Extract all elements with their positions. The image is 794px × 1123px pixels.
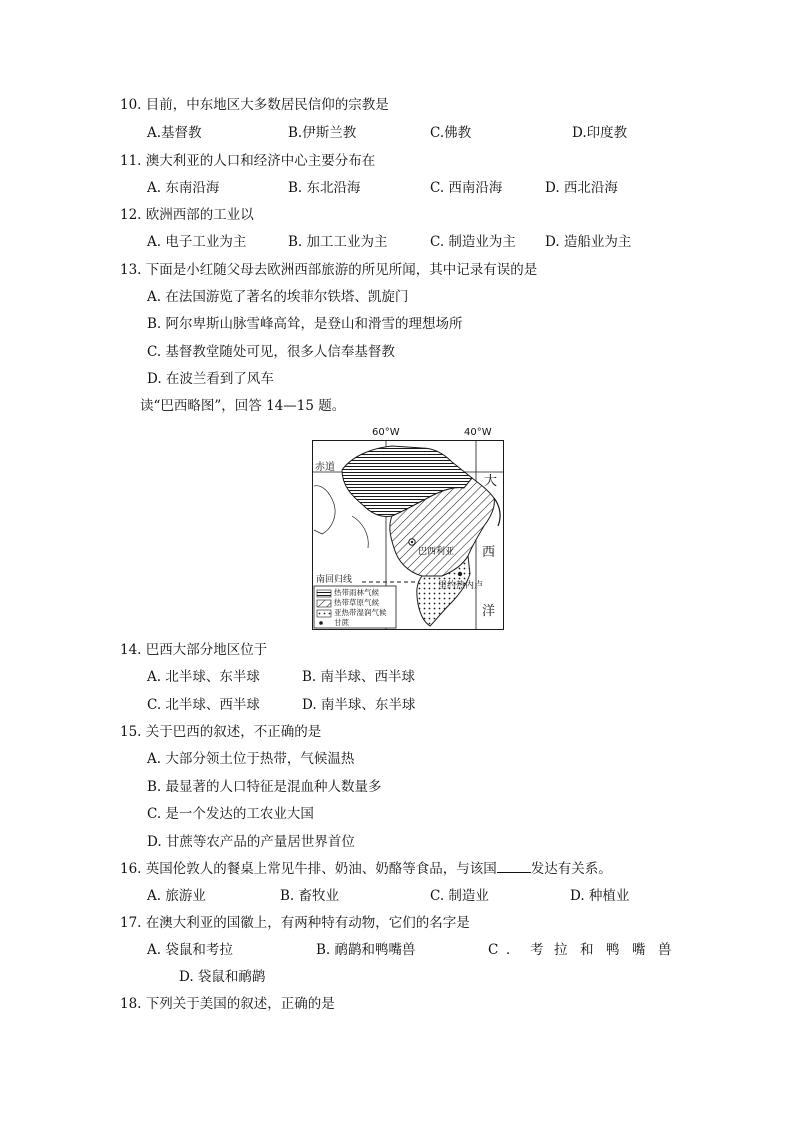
question-13-stem: 13. 下面是小红随父母去欧洲西部旅游的所见所闻，其中记录有误的是 [120, 262, 538, 278]
q17-c-char: 兽 [658, 942, 672, 958]
q17-c-char: 和 [580, 942, 594, 958]
q10-option-d[interactable]: D.印度教 [572, 125, 628, 141]
q11-option-a[interactable]: A. 东南沿海 [147, 180, 220, 196]
q16-stem-before: 16. 英国伦敦人的餐桌上常见牛排、奶油、奶酪等食品，与该国 [120, 861, 497, 877]
q17-c-char: 拉 [554, 942, 568, 958]
legend-label-rainforest: 热带雨林气候 [334, 588, 379, 597]
ocean-label-2: 西 [482, 545, 496, 560]
q15-option-b[interactable]: B. 最显著的人口特征是混血种人数量多 [147, 779, 382, 795]
q16-answer-blank[interactable] [497, 860, 531, 873]
q11-option-c[interactable]: C. 西南沿海 [430, 180, 503, 196]
q14-option-a[interactable]: A. 北半球、东半球 [147, 669, 260, 685]
q17-c-char: C [488, 942, 499, 958]
q13-option-c[interactable]: C. 基督教堂随处可见，很多人信奉基督教 [147, 344, 395, 360]
q17-option-b[interactable]: B. 鸸鹋和鸭嘴兽 [316, 942, 416, 958]
q12-option-d[interactable]: D. 造船业为主 [545, 234, 632, 250]
ocean-label-1: 大 [484, 474, 498, 489]
q16-stem-after: 发达有关系。 [530, 861, 612, 877]
q17-c-char: 鸭 [606, 942, 620, 958]
q10-option-b[interactable]: B.伊斯兰教 [288, 125, 357, 141]
legend-label-subtropical: 亚热带湿润气候 [334, 608, 387, 617]
q17-option-a[interactable]: A. 袋鼠和考拉 [147, 942, 233, 958]
q16-option-a[interactable]: A. 旅游业 [147, 888, 206, 904]
rio-marker [458, 572, 462, 576]
q11-option-d[interactable]: D. 西北沿海 [545, 180, 618, 196]
question-11-stem: 11. 澳大利亚的人口和经济中心主要分布在 [120, 153, 376, 169]
q17-c-char: 考 [530, 942, 544, 958]
q10-option-c[interactable]: C.佛教 [430, 125, 472, 141]
capital-label: 巴西利亚 [418, 547, 455, 557]
legend-swatch-rainforest [317, 590, 331, 597]
q10-option-a[interactable]: A.基督教 [147, 125, 202, 141]
question-16-stem [120, 860, 612, 878]
lon-60w-label: 60°W [372, 427, 400, 438]
question-18-stem: 18. 下列关于美国的叙述，正确的是 [120, 996, 335, 1012]
q13-option-d[interactable]: D. 在波兰看到了风车 [147, 371, 274, 387]
tropic-label: 南回归线 [316, 575, 353, 585]
q13-option-a[interactable]: A. 在法国游览了著名的埃菲尔铁塔、凯旋门 [147, 289, 409, 305]
rio-label: 里约热内卢 [438, 581, 484, 591]
lon-40w-label: 40°W [464, 427, 492, 438]
legend-swatch-sugarcane [319, 621, 323, 625]
q17-option-c[interactable] [488, 941, 674, 959]
q12-option-c[interactable]: C. 制造业为主 [430, 234, 516, 250]
legend-label-sugarcane: 甘蔗 [334, 618, 349, 627]
q12-option-b[interactable]: B. 加工工业为主 [288, 234, 388, 250]
brazil-map [312, 426, 506, 630]
q13-option-b[interactable]: B. 阿尔卑斯山脉雪峰高耸，是登山和滑雪的理想场所 [147, 316, 463, 332]
q11-option-b[interactable]: B. 东北沿海 [288, 180, 361, 196]
legend-swatch-subtropical [317, 610, 331, 617]
ocean-label-3: 洋 [482, 604, 496, 619]
q16-option-c[interactable]: C. 制造业 [430, 888, 489, 904]
q14-option-d[interactable]: D. 南半球、东半球 [302, 697, 416, 713]
question-17-stem: 17. 在澳大利亚的国徽上，有两种特有动物，它们的名字是 [120, 915, 470, 931]
question-15-stem: 15. 关于巴西的叙述，不正确的是 [120, 724, 322, 740]
question-14-stem: 14. 巴西大部分地区位于 [120, 642, 268, 658]
q12-option-a[interactable]: A. 电子工业为主 [147, 234, 247, 250]
legend-label-savanna: 热带草原气候 [334, 598, 379, 607]
q15-option-c[interactable]: C. 是一个发达的工农业大国 [147, 806, 314, 822]
question-12-stem: 12. 欧洲西部的工业以 [120, 207, 254, 223]
q17-c-char: ． [506, 942, 520, 958]
map-intro: 读“巴西略图”，回答 14—15 题。 [140, 398, 346, 414]
q17-option-d[interactable]: D. 袋鼠和鸸鹋 [179, 969, 266, 985]
q14-option-b[interactable]: B. 南半球、西半球 [302, 669, 416, 685]
q15-option-d[interactable]: D. 甘蔗等农产品的产量居世界首位 [147, 834, 355, 850]
q16-option-d[interactable]: D. 种植业 [570, 888, 630, 904]
q17-c-char: 嘴 [632, 942, 646, 958]
legend-swatch-savanna [317, 600, 331, 607]
q14-option-c[interactable]: C. 北半球、西半球 [147, 697, 260, 713]
q16-option-b[interactable]: B. 畜牧业 [280, 888, 340, 904]
q15-option-a[interactable]: A. 大部分领土位于热带，气候温热 [147, 751, 355, 767]
equator-label: 赤道 [315, 462, 335, 473]
capital-marker-dot [411, 541, 413, 543]
question-10-stem: 10. 目前，中东地区大多数居民信仰的宗教是 [120, 97, 389, 113]
